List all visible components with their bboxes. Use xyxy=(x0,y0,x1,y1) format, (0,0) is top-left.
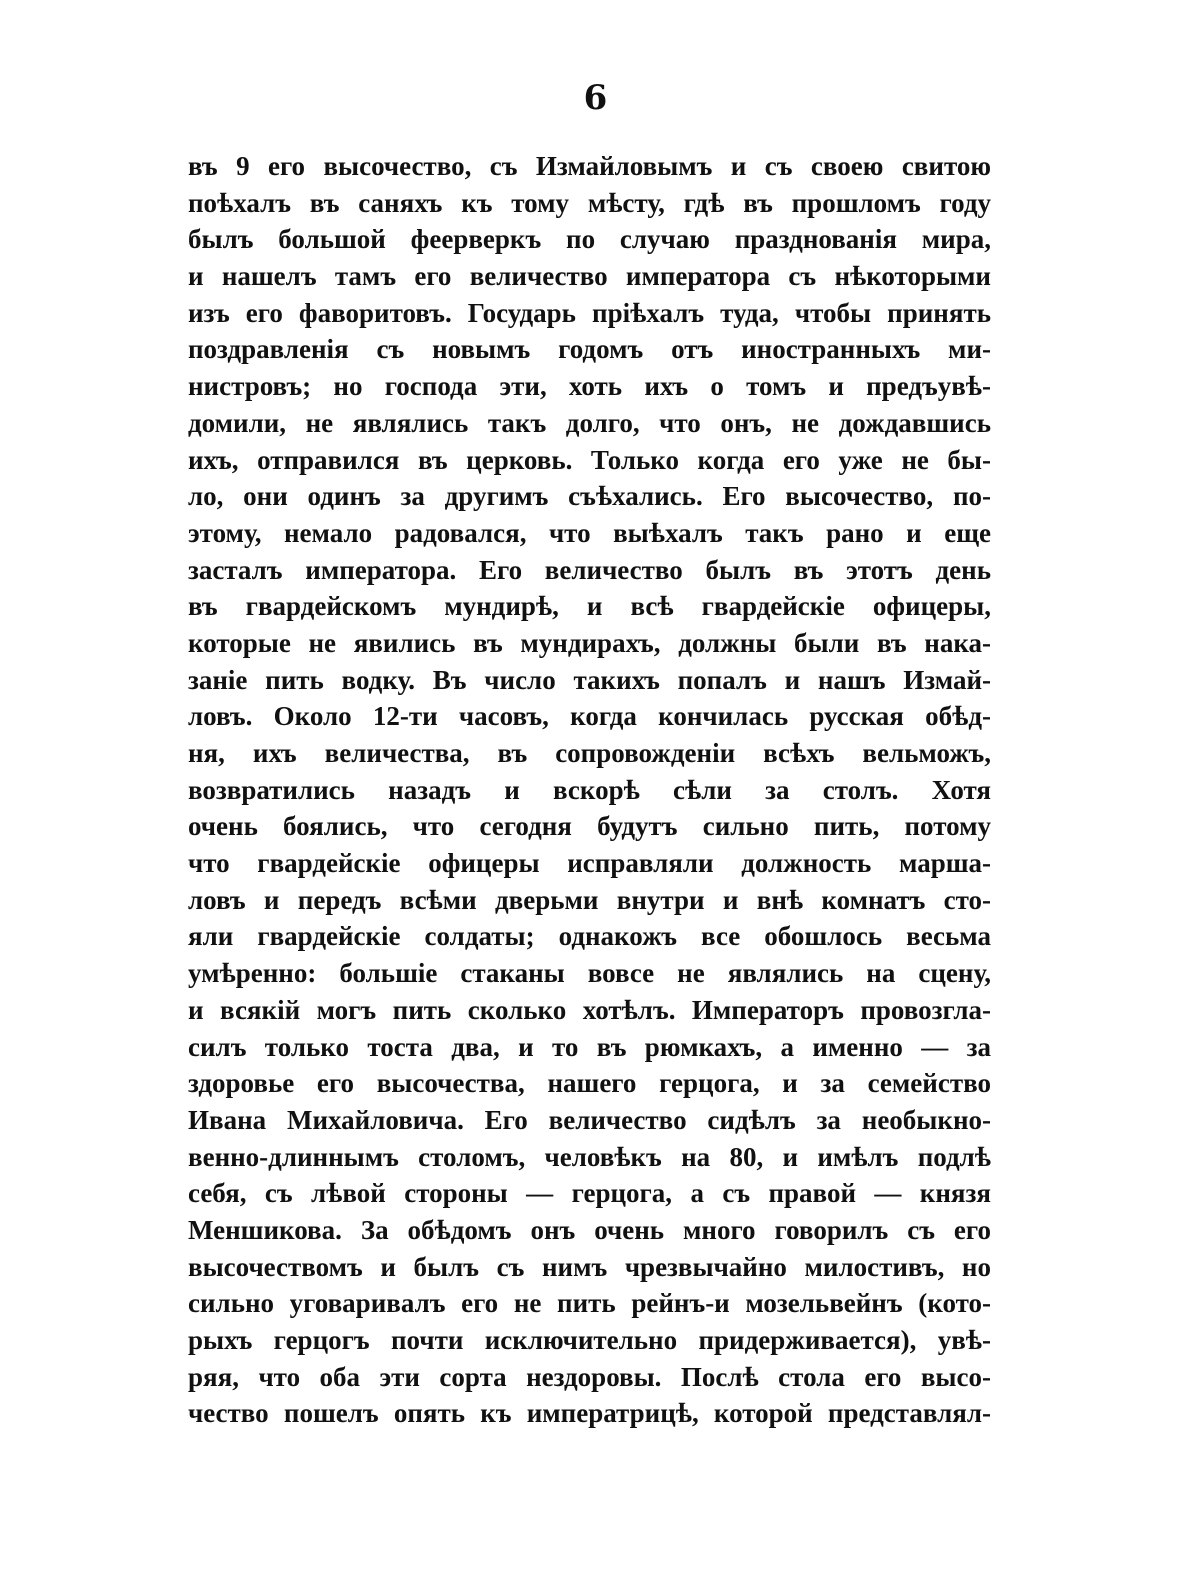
text-line-21: ловъ и передъ всѣми дверьми внутри и внѣ комнатъ сто- xyxy=(188,884,991,915)
text-line-19: очень боялись, что сегодня будутъ сильно пить, потому xyxy=(188,811,991,842)
text-line-34: ряя, что оба эти сорта нездоровы. Послѣ стола его высо- xyxy=(188,1361,991,1392)
text-line-9: ихъ, отправился въ церковь. Только когда его уже не бы- xyxy=(188,444,991,475)
text-line-32: сильно уговаривалъ его не пить рейнъ-и мозельвейнъ (кото- xyxy=(188,1288,991,1319)
text-line-2: поѣхалъ въ саняхъ къ тому мѣсту, гдѣ въ прошломъ году xyxy=(188,187,991,218)
text-line-26: здоровье его высочества, нашего герцога, и за семейство xyxy=(188,1068,991,1099)
text-line-17: ня, ихъ величества, въ сопровожденіи всѣхъ вельможъ, xyxy=(188,738,991,768)
text-line-23: умѣренно: большіе стаканы вовсе не являлись на сцену, xyxy=(188,958,991,989)
text-line-8: домили, не являлись такъ долго, что онъ, не дождавшись xyxy=(188,407,991,438)
text-line-25: силъ только тоста два, и то въ рюмкахъ, а именно — за xyxy=(188,1031,991,1062)
text-line-6: поздравленія съ новымъ годомъ отъ иностранныхъ ми- xyxy=(188,334,991,365)
text-line-5: изъ его фаворитовъ. Государь пріѣхалъ туда, чтобы принять xyxy=(188,297,991,328)
text-line-18: возвратились назадъ и вскорѣ сѣли за столъ. Хотя xyxy=(188,774,991,805)
text-line-29: себя, съ лѣвой стороны — герцога, а съ правой — князя xyxy=(188,1178,991,1209)
text-line-22: яли гвардейскіе солдаты; однакожъ все обошлось весьма xyxy=(188,921,991,952)
page-number: 6 xyxy=(583,78,608,118)
text-line-31: высочествомъ и былъ съ нимъ чрезвычайно милостивъ, но xyxy=(188,1251,991,1282)
text-line-28: венно-длиннымъ столомъ, человѣкъ на 80, и имѣлъ подлѣ xyxy=(188,1141,991,1172)
text-line-33: рыхъ герцогъ почти исключительно придерживается), увѣ- xyxy=(188,1325,991,1355)
text-line-15: заніе пить водку. Въ число такихъ попалъ и нашъ Измай- xyxy=(188,664,991,695)
text-line-12: засталъ императора. Его величество былъ въ этотъ день xyxy=(188,554,991,585)
text-line-27: Ивана Михайловича. Его величество сидѣлъ за необыкно- xyxy=(188,1104,991,1135)
text-line-13: въ гвардейскомъ мундирѣ, и всѣ гвардейскіе офицеры, xyxy=(188,591,991,622)
text-line-10: ло, они одинъ за другимъ съѣхались. Его высочество, по- xyxy=(188,481,991,512)
text-line-4: и нашелъ тамъ его величество императора съ нѣкоторыми xyxy=(188,261,991,292)
text-line-3: былъ большой феерверкъ по случаю празднованія мира, xyxy=(188,224,991,255)
text-line-35: чество пошелъ опять къ императрицѣ, которой представлял- xyxy=(188,1398,991,1429)
text-line-7: нистровъ; но господа эти, хоть ихъ о томъ и предъувѣ- xyxy=(188,371,991,402)
text-line-24: и всякій могъ пить сколько хотѣлъ. Императоръ провозгла- xyxy=(188,994,991,1025)
text-line-16: ловъ. Около 12-ти часовъ, когда кончилась русская обѣд- xyxy=(188,701,991,732)
text-line-1: въ 9 его высочество, съ Измайловымъ и съ своею свитою xyxy=(188,151,991,181)
body-text xyxy=(188,148,991,1432)
text-line-14: которые не явились въ мундирахъ, должны были въ нака- xyxy=(188,627,991,658)
text-line-20: что гвардейскіе офицеры исправляли должность марша- xyxy=(188,848,991,879)
text-line-11: этому, немало радовался, что выѣхалъ такъ рано и еще xyxy=(188,517,991,548)
text-line-30: Меншикова. За обѣдомъ онъ очень много говорилъ съ его xyxy=(188,1214,991,1245)
